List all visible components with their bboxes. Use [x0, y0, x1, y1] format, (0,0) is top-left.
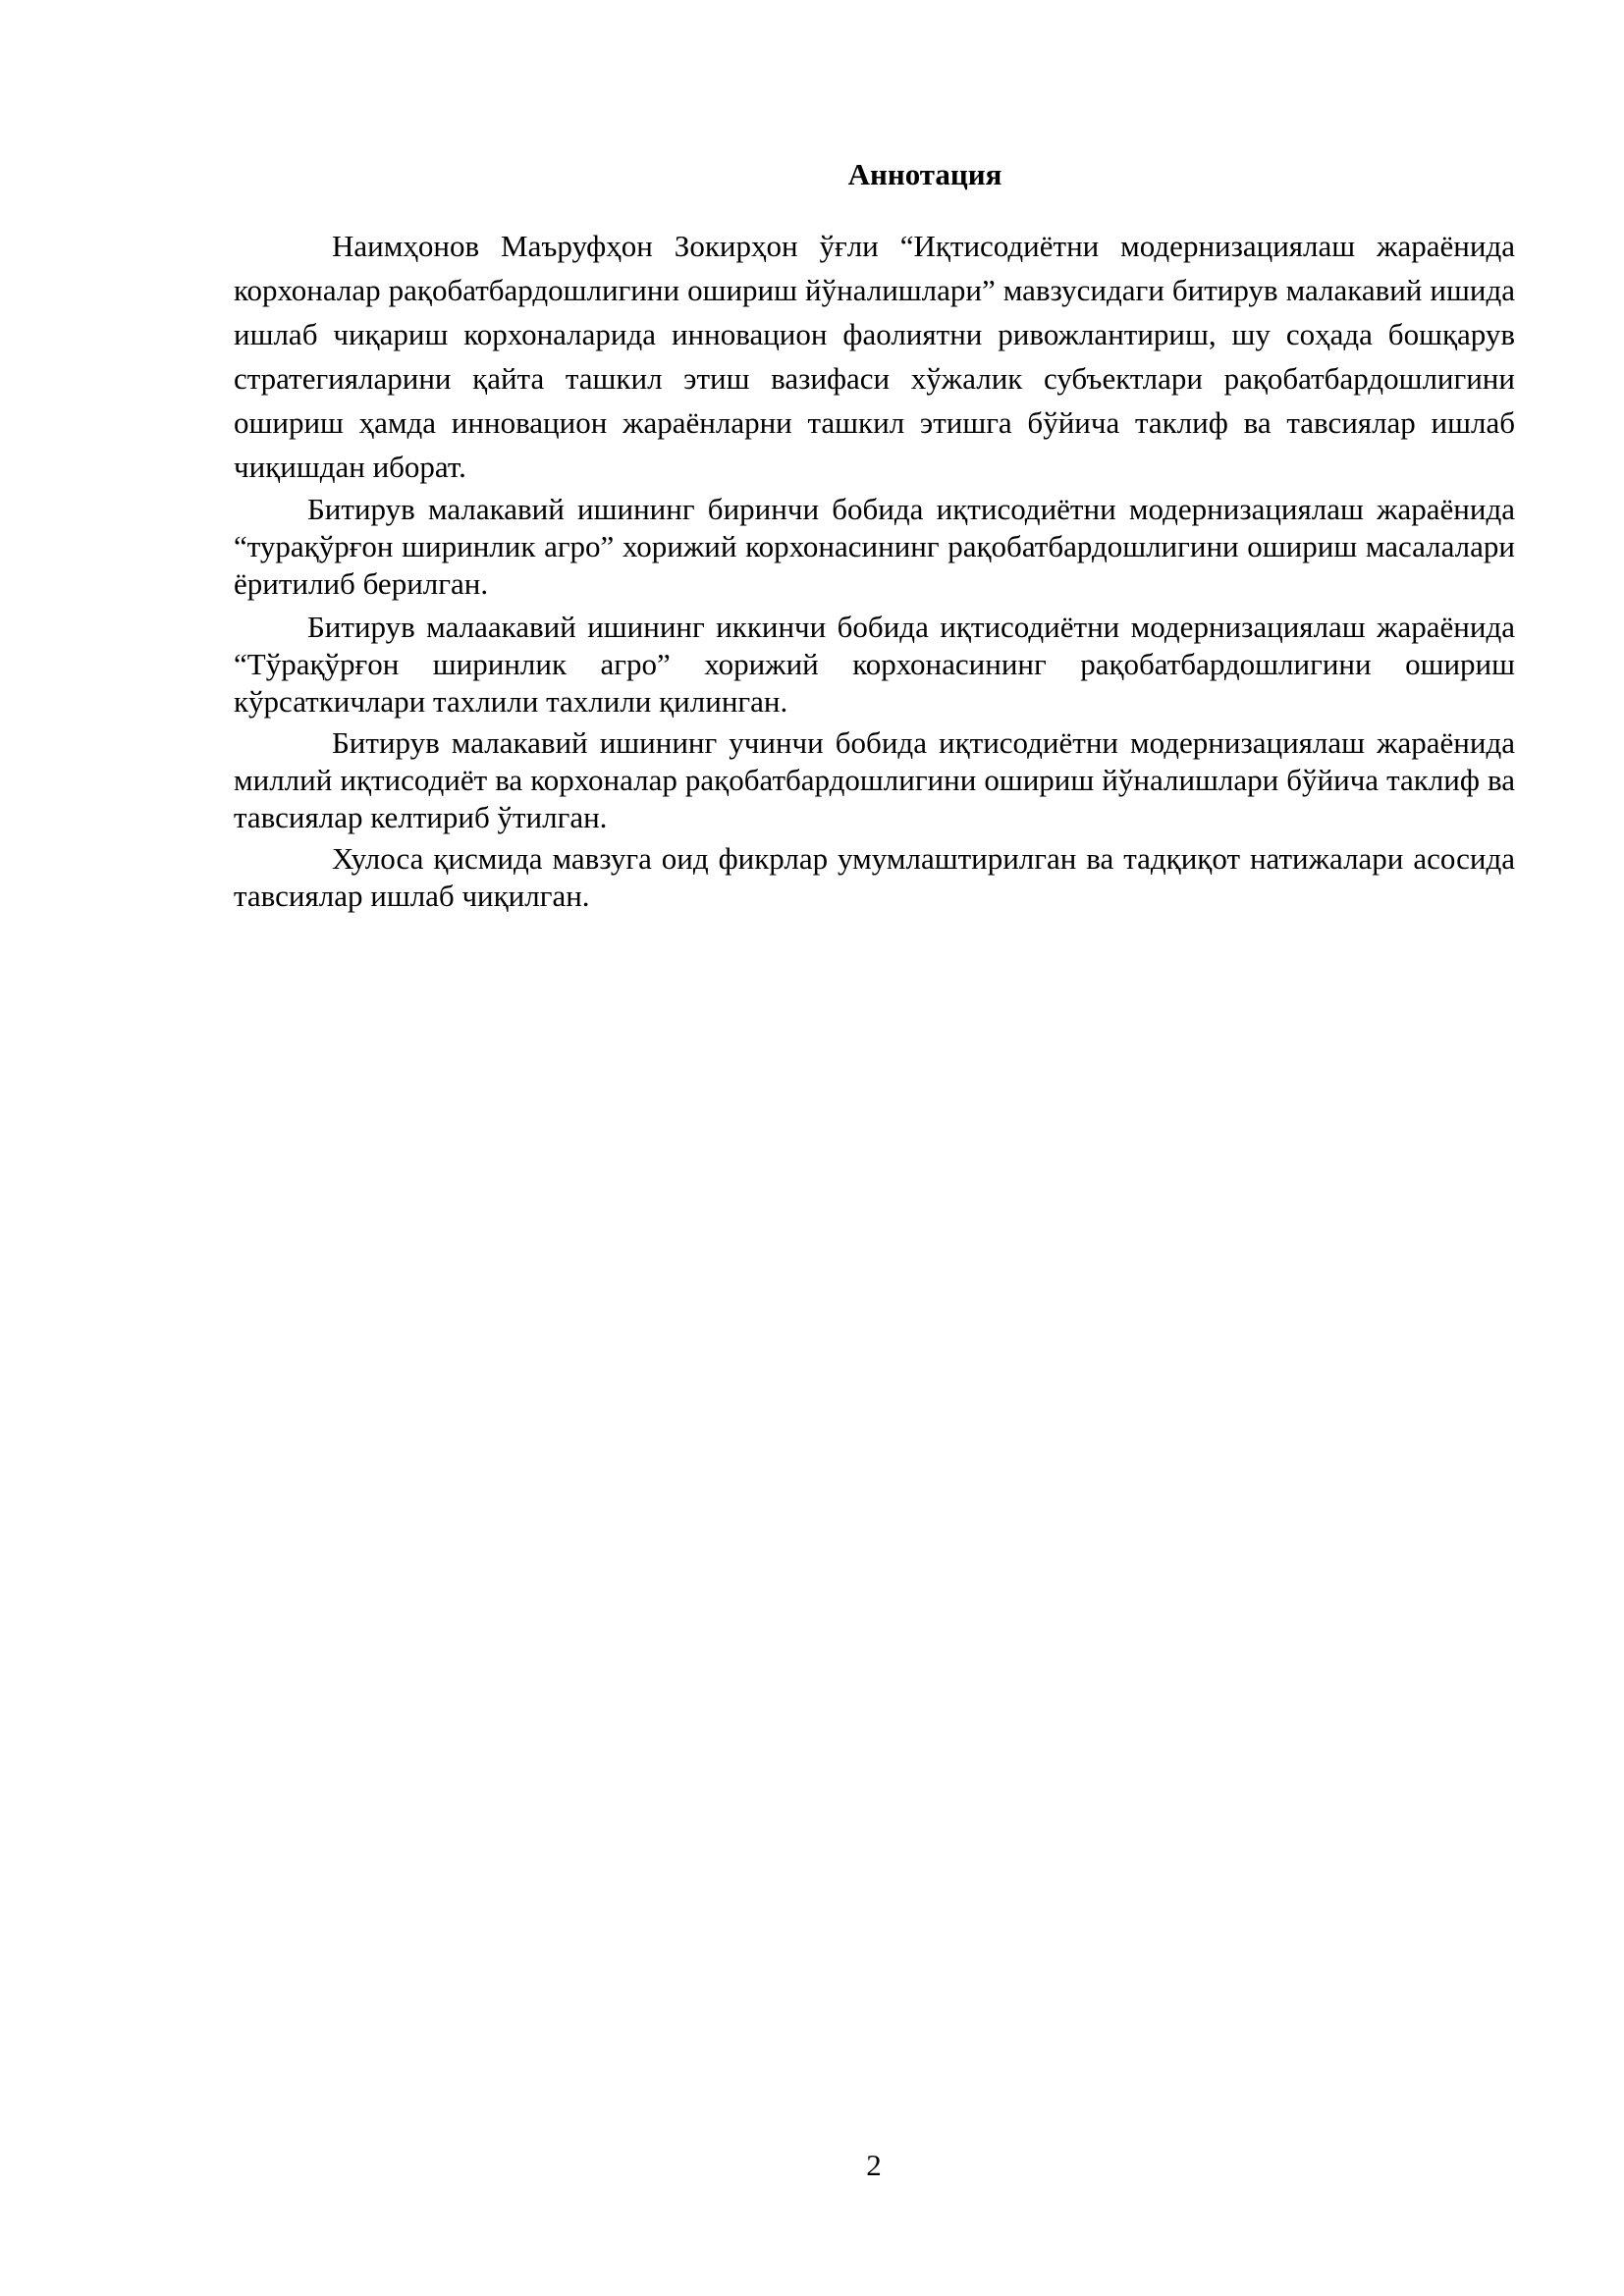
paragraph-chapter-one: Битирув малакавий ишининг биринчи бобида иқтисодиётни модернизациялаш жараёнида “турақўрғон ширинлик агро” хорижий корхонасининг рақобатбардошлигини ошириш масалалари ёритилиб берилган.	[234, 492, 1515, 601]
paragraph-chapter-two: Битирув малаакавий ишининг иккинчи бобида иқтисодиётни модернизациялаш жараёнида “Тўрақўрғон ширинлик агро” хорижий корхонасининг рақобатбардошлигини ошириш кўрсаткичлари тахлили тахлили қилинган.	[234, 610, 1515, 719]
paragraph-intro: Наимҳонов Маъруфҳон Зокирҳон ўғли “Иқтисодиётни модернизациялаш жараёнида корхоналар рақобатбардошлигини ошириш йўналишлари” мавзусидаги битирув малакавий ишида ишлаб чиқариш корхоналарида инновацион фаолиятни ривожлантириш, шу соҳада бошқарув стратегияларини қайта ташкил этиш вазифаси хўжалик субъектлари рақобатбардошлигини ошириш ҳамда инновацион жараёнларни ташкил этишга бўйича таклиф ва тавсиялар ишлаб чиқишдан иборат.	[234, 229, 1515, 484]
annotation-body	[234, 224, 1515, 915]
page-title: Аннотация	[847, 157, 1002, 191]
paragraph-chapter-three: Битирув малакавий ишининг учинчи бобида иқтисодиётни модернизациялаш жараёнида миллий иқтисодиёт ва корхоналар рақобатбардошлигини ошириш йўналишлари бўйича таклиф ва тавсиялар келтириб ўтилган.	[234, 725, 1515, 834]
paragraph-conclusion: Хулоса қисмида мавзуга оид фикрлар умумлаштирилган ва тадқиқот натижалари асосида тавсиялар ишлаб чиқилган.	[234, 841, 1515, 913]
page-number: 2	[866, 2148, 882, 2182]
